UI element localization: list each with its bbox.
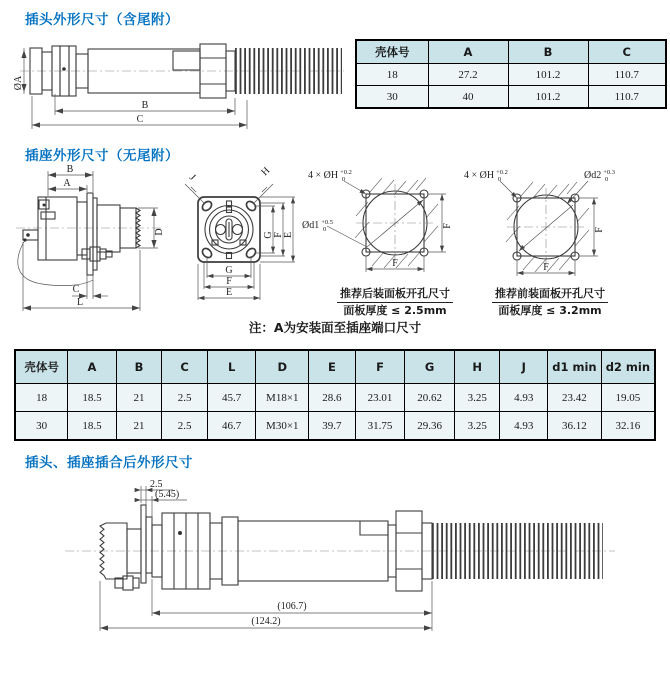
dim-label-C: C (136, 114, 144, 125)
mated-dimensions (100, 479, 432, 631)
cell: 19.05 (601, 384, 655, 412)
table-row (356, 64, 666, 86)
cell: 32.16 (601, 412, 655, 441)
cell: 36.12 (548, 412, 602, 441)
cell: 29.36 (405, 412, 455, 441)
d2-spec-label: Ød2 $^{+0.3}$ 0 (584, 169, 616, 183)
section-title-mated-dimensions: 插头、插座插合后外形尺寸 (25, 455, 193, 471)
dim-label-H: H (259, 165, 273, 179)
dim-label-A: A (63, 178, 71, 189)
dim-label-G-bottom: G (225, 265, 233, 276)
header-cell: A (68, 350, 117, 384)
dim-label-J: J (186, 172, 198, 183)
cell: 101.2 (508, 64, 588, 86)
dim-label-124-2: (124.2) (251, 616, 281, 627)
cell: 39.7 (309, 412, 356, 441)
cell: 23.01 (355, 384, 405, 412)
table-header-row (15, 350, 655, 384)
cell: M30×1 (256, 412, 309, 441)
cell: 27.2 (428, 64, 508, 86)
mated-body (100, 505, 603, 591)
table-row (15, 412, 655, 441)
header-cell: G (405, 350, 455, 384)
cell: 23.42 (548, 384, 602, 412)
table-header-row (356, 40, 666, 64)
cell: 4.93 (500, 384, 548, 412)
cell: 18.5 (68, 384, 117, 412)
header-cell: 壳体号 (356, 40, 428, 64)
cell: 21 (116, 412, 162, 441)
cell: 46.7 (207, 412, 256, 441)
header-cell: C (162, 350, 208, 384)
cell: 30 (356, 86, 428, 109)
cell: 20.62 (405, 384, 455, 412)
socket-front-dimensions (185, 165, 295, 300)
table-row (15, 384, 655, 412)
dim-label-E: E (283, 231, 294, 239)
section-title-plug-dimensions: 插头外形尺寸（含尾附） (25, 12, 179, 28)
dim-label-B: B (66, 164, 74, 175)
dim-label-D: D (154, 228, 165, 236)
header-cell: A (428, 40, 508, 64)
socket-front-face (198, 197, 260, 262)
cell: 2.5 (162, 384, 208, 412)
caption-line1: 推荐前装面板开孔尺寸 (492, 286, 608, 303)
socket-dimension-table (14, 349, 656, 441)
cutout-geometry (355, 178, 438, 268)
dim-label-F-bottom: F (543, 262, 549, 273)
cell: 45.7 (207, 384, 256, 412)
header-cell: J (500, 350, 548, 384)
header-cell: 壳体号 (15, 350, 68, 384)
dim-label-F-bottom: F (392, 258, 398, 269)
cell: 4.93 (500, 412, 548, 441)
header-cell: d1 min (548, 350, 602, 384)
socket-body (18, 193, 140, 286)
cell: 101.2 (508, 86, 588, 109)
dim-label-E-bottom: E (225, 287, 233, 298)
cell: M18×1 (256, 384, 309, 412)
cell: 3.25 (454, 384, 500, 412)
dim-label-L: L (76, 297, 84, 308)
plug-dimensions (13, 48, 247, 129)
caption-line2: 面板厚度 ≤ 2.5mm (343, 304, 447, 317)
dim-label-F-bottom: F (226, 276, 232, 287)
dim-label-diaA: ØA (13, 75, 24, 91)
header-cell: C (588, 40, 666, 64)
cutout-geometry (506, 182, 589, 272)
cell: 31.75 (355, 412, 405, 441)
cell: 2.5 (162, 412, 208, 441)
header-cell: B (508, 40, 588, 64)
cell: 21 (116, 384, 162, 412)
hole-spec-label: 4 × ØH $^{+0.2}$ 0 (308, 169, 352, 183)
dim-label-F-right: F (594, 227, 605, 233)
dim-label-5-45: (5.45) (155, 489, 180, 500)
section-title-socket-dimensions: 插座外形尺寸（无尾附） (25, 148, 179, 164)
header-cell: L (207, 350, 256, 384)
header-cell: B (116, 350, 162, 384)
cell: 18 (15, 384, 68, 412)
note-text: 注：A为安装面至插座端口尺寸 (248, 320, 422, 335)
caption-line1: 推荐后装面板开孔尺寸 (337, 286, 453, 303)
header-cell: E (309, 350, 356, 384)
cell: 110.7 (588, 64, 666, 86)
cell: 30 (15, 412, 68, 441)
d1-spec-label: Ød1 $^{+0.5}$ 0 (302, 219, 334, 233)
header-cell: H (454, 350, 500, 384)
caption-line2: 面板厚度 ≤ 3.2mm (498, 304, 602, 317)
cutout-labels (464, 169, 615, 276)
cell: 28.6 (309, 384, 356, 412)
socket-side-dimensions (23, 164, 165, 311)
socket-side-view-drawing (12, 162, 187, 316)
cell: 3.25 (454, 412, 500, 441)
dim-label-F-right: F (442, 223, 453, 229)
cutout-labels (302, 169, 453, 272)
plug-outline-drawing (13, 38, 350, 138)
dim-label-G: G (263, 231, 274, 239)
dim-label-2-5: 2.5 (150, 479, 163, 490)
dim-label-106-7: (106.7) (277, 601, 307, 612)
header-cell: D (256, 350, 309, 384)
cell: 40 (428, 86, 508, 109)
dim-label-C: C (72, 284, 80, 295)
front-cutout-caption (455, 286, 645, 318)
dim-label-F: F (273, 232, 284, 238)
cell: 18.5 (68, 412, 117, 441)
panel-cutout-rear-drawing (300, 164, 465, 286)
header-cell: d2 min (601, 350, 655, 384)
dim-label-B: B (141, 100, 149, 111)
plug-dimension-table (355, 39, 667, 109)
header-cell: F (355, 350, 405, 384)
mated-pair-drawing (55, 473, 630, 673)
cell: 18 (356, 64, 428, 86)
cell: 110.7 (588, 86, 666, 109)
table-row (356, 86, 666, 109)
panel-cutout-front-drawing (462, 164, 662, 286)
hole-spec-label: 4 × ØH $^{+0.2}$ 0 (464, 169, 508, 183)
